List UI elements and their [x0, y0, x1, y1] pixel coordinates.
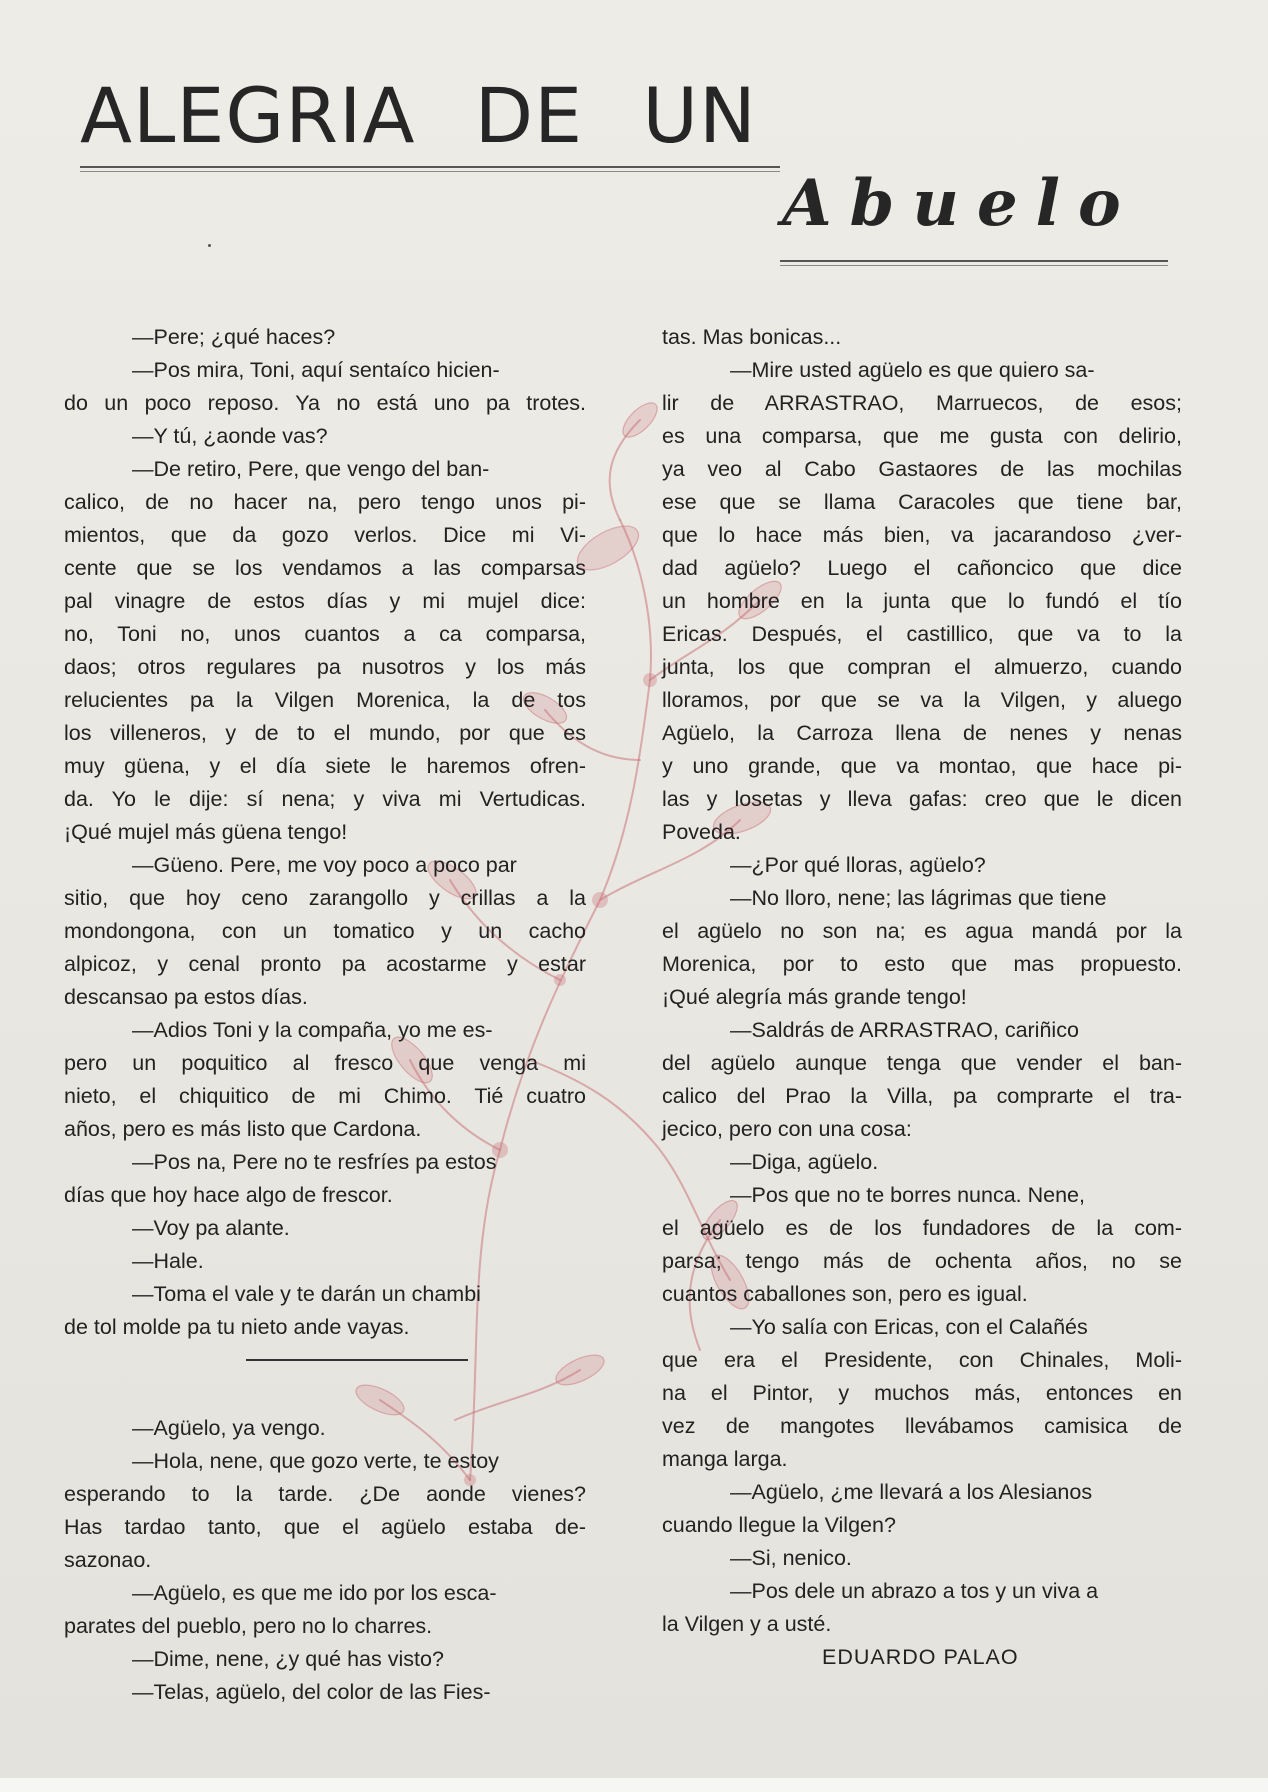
text-line: —No lloro, nene; las lágrimas que tiene — [730, 886, 1107, 910]
text-line: jecico, pero con una cosa: — [662, 1117, 912, 1141]
text-line: vez de mangotes llevábamos camisica de — [662, 1414, 1182, 1438]
text-line: do un poco reposo. Ya no está uno pa trotes. — [64, 391, 586, 415]
section-separator — [64, 1344, 586, 1379]
text-line: —De retiro, Pere, que vengo del ban- — [132, 457, 490, 481]
text-column-left — [64, 321, 586, 1709]
text-line: Poveda. — [662, 820, 741, 844]
text-line: cente que se los vendamos a las comparsas — [64, 556, 586, 580]
paper-speck — [208, 244, 211, 247]
text-line: parates del pueblo, pero no lo charres. — [64, 1614, 433, 1638]
text-line: tas. Mas bonicas... — [662, 325, 842, 349]
text-line: que era el Presidente, con Chinales, Moli- — [662, 1348, 1182, 1372]
text-line: —Hola, nene, que gozo verte, te estoy — [132, 1449, 499, 1473]
text-line: —Pos dele un abrazo a tos y un viva a — [730, 1579, 1099, 1603]
text-line: junta, los que compran el almuerzo, cuando — [662, 655, 1182, 679]
text-line: —Pere; ¿qué haces? — [132, 325, 336, 349]
text-line: —Voy pa alante. — [132, 1216, 290, 1240]
text-line: sazonao. — [64, 1548, 152, 1572]
text-line: da. Yo le dije: sí nena; y viva mi Vertudicas. — [64, 787, 586, 811]
page-bottom-edge — [0, 1778, 1268, 1792]
text-line: esperando to la tarde. ¿De aonde vienes? — [64, 1482, 586, 1506]
text-line: descansao pa estos días. — [64, 985, 308, 1009]
author-signature: EDUARDO PALAO — [822, 1645, 1019, 1669]
text-line: na el Pintor, y muchos más, entonces en — [662, 1381, 1182, 1405]
text-line: mientos, que da gozo verlos. Dice mi Vi- — [64, 523, 586, 547]
text-line: —Y tú, ¿aonde vas? — [132, 424, 328, 448]
headline-script-word: Abuelo — [782, 166, 1139, 241]
text-line: es una comparsa, que me gusta con delirio, — [662, 424, 1182, 448]
text-line: ¡Qué alegría más grande tengo! — [662, 985, 967, 1009]
text-line: —Si, nenico. — [730, 1546, 852, 1570]
text-line: —Agüelo, ¿me llevará a los Alesianos — [730, 1480, 1093, 1504]
text-line: que lo hace más bien, va jacarandoso ¿ver- — [662, 523, 1182, 547]
text-line: —Yo salía con Ericas, con el Calañés — [730, 1315, 1088, 1339]
text-line: alpicoz, y cenal pronto pa acostarme y estar — [64, 952, 586, 976]
text-line: manga larga. — [662, 1447, 788, 1471]
text-line: —Mire usted agüelo es que quiero sa- — [730, 358, 1095, 382]
text-line: pero un poquitico al fresco que venga mi — [64, 1051, 586, 1075]
text-line: Has tardao tanto, que el agüelo estaba de- — [64, 1515, 586, 1539]
text-line: —Agüelo, es que me ido por los esca- — [132, 1581, 497, 1605]
text-line: —Hale. — [132, 1249, 204, 1273]
blank-line — [64, 1379, 586, 1412]
headline-title: ALEGRIA DE UN — [80, 71, 757, 160]
text-line: daos; otros regulares pa nusotros y los más — [64, 655, 586, 679]
text-line: del agüelo aunque tenga que vender el ban- — [662, 1051, 1182, 1075]
title-rule-top — [80, 166, 780, 168]
text-line: muy güena, y el día siete le haremos ofren- — [64, 754, 586, 778]
text-line: pal vinagre de estos días y mi mujel dice: — [64, 589, 586, 613]
text-line: la Vilgen y a usté. — [662, 1612, 832, 1636]
text-line: —Pos mira, Toni, aquí sentaíco hicien- — [132, 358, 500, 382]
text-line: —Saldrás de ARRASTRAO, cariñico — [730, 1018, 1079, 1042]
text-line: calico, de no hacer na, pero tengo unos pi- — [64, 490, 586, 514]
text-line: —Telas, agüelo, del color de las Fies- — [132, 1680, 491, 1704]
text-line: el agüelo es de los fundadores de la com- — [662, 1216, 1182, 1240]
text-line: años, pero es más listo que Cardona. — [64, 1117, 422, 1141]
text-line: mondongona, con un tomatico y un cacho — [64, 919, 586, 943]
text-line: ¡Qué mujel más güena tengo! — [64, 820, 348, 844]
text-line: y uno grande, que va montao, que hace pi- — [662, 754, 1182, 778]
separator-line — [246, 1359, 468, 1361]
text-line: un hombre en la junta que lo fundó el tío — [662, 589, 1182, 613]
title-rule-bottom — [780, 260, 1168, 262]
text-line: las y losetas y lleva gafas: creo que le dicen — [662, 787, 1182, 811]
text-line: ese que se llama Caracoles que tiene bar, — [662, 490, 1182, 514]
text-line: Morenica, por to esto que mas propuesto. — [662, 952, 1182, 976]
text-line: —Pos na, Pere no te resfríes pa estos — [132, 1150, 497, 1174]
text-line: relucientes pa la Vilgen Morenica, la de tos — [64, 688, 586, 712]
text-line: —Dime, nene, ¿y qué has visto? — [132, 1647, 444, 1671]
text-line: —Diga, agüelo. — [730, 1150, 879, 1174]
text-line: ya veo al Cabo Gastaores de las mochilas — [662, 457, 1182, 481]
text-line: —Toma el vale y te darán un chambi — [132, 1282, 481, 1306]
text-line: parsa; tengo más de ochenta años, no se — [662, 1249, 1182, 1273]
text-line: nieto, el chiquitico de mi Chimo. Tié cuatro — [64, 1084, 586, 1108]
text-line: —¿Por qué lloras, agüelo? — [730, 853, 986, 877]
text-line: no, Toni no, unos cuantos a ca comparsa, — [64, 622, 586, 646]
text-line: —Adios Toni y la compaña, yo me es- — [132, 1018, 493, 1042]
text-line: los villeneros, y de to el mundo, por que es — [64, 721, 586, 745]
text-line: lir de ARRASTRAO, Marruecos, de esos; — [662, 391, 1182, 415]
text-line: cuantos caballones son, pero es igual. — [662, 1282, 1028, 1306]
text-line: el agüelo no son na; es agua mandá por la — [662, 919, 1182, 943]
text-line: días que hoy hace algo de frescor. — [64, 1183, 393, 1207]
text-line: —Pos que no te borres nunca. Nene, — [730, 1183, 1085, 1207]
text-line: lloramos, por que se va la Vilgen, y aluego — [662, 688, 1182, 712]
text-line: —Güeno. Pere, me voy poco a poco par — [132, 853, 517, 877]
text-line: cuando llegue la Vilgen? — [662, 1513, 896, 1537]
text-column-right — [662, 321, 1182, 1674]
text-line: sitio, que hoy ceno zarangollo y crillas a la — [64, 886, 586, 910]
text-line: Agüelo, la Carroza llena de nenes y nenas — [662, 721, 1182, 745]
text-line: calico del Prao la Villa, pa comprarte el tra- — [662, 1084, 1182, 1108]
text-line: de tol molde pa tu nieto ande vayas. — [64, 1315, 410, 1339]
text-line: Ericas. Después, el castillico, que va to la — [662, 622, 1182, 646]
text-line: dad agüelo? Luego el cañoncico que dice — [662, 556, 1182, 580]
text-line: —Agüelo, ya vengo. — [132, 1416, 326, 1440]
